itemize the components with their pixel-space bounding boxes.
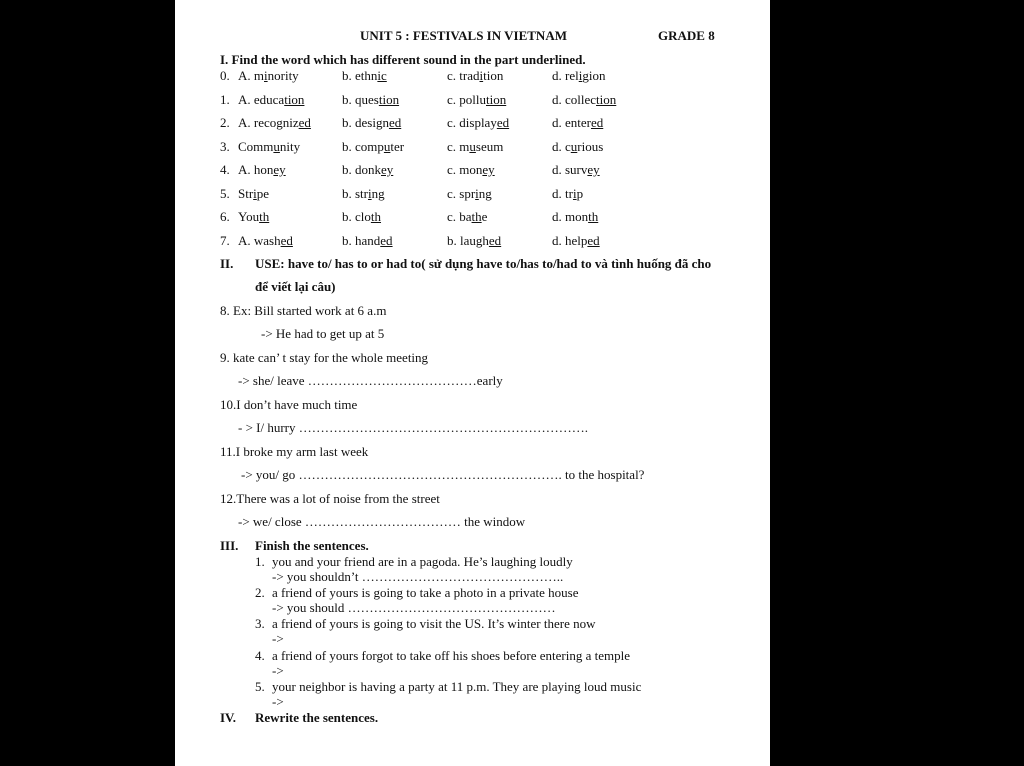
sentence-prompt: a friend of yours is going to visit the US. It’s winter there now (272, 616, 596, 631)
section-2-number: II. (220, 256, 234, 271)
question-number: 3. (220, 139, 230, 154)
answer-option: c. bathe (447, 209, 488, 224)
answer-option: A. honey (238, 162, 286, 177)
answer-option: d. trip (552, 186, 584, 201)
underlined-part: i (253, 186, 257, 201)
answer-option: A. minority (238, 68, 299, 83)
sentence-number: 4. (255, 648, 265, 663)
section-2-title-cont: để viết lại câu) (255, 279, 336, 294)
answer-option: b. handed (342, 233, 393, 248)
underlined-part: tion (378, 92, 400, 107)
answer-option: b. designed (342, 115, 402, 130)
exercise-line: - > I/ hurry …………………………………………………………. (238, 420, 589, 435)
sentence-number: 5. (255, 679, 265, 694)
exercise-line: 8. Ex: Bill started work at 6 a.m (220, 303, 387, 318)
underlined-part: u (273, 139, 280, 154)
underlined-part: ey (587, 162, 600, 177)
question-number: 6. (220, 209, 230, 224)
underlined-part: ed (298, 115, 311, 130)
underlined-part: th (370, 209, 382, 224)
answer-option: b. donkey (342, 162, 394, 177)
exercise-line: -> you/ go ……………………………………………………. to the hospital? (241, 467, 645, 482)
sentence-prompt: a friend of yours forgot to take off his shoes before entering a temple (272, 648, 630, 663)
sentence-prompt: a friend of yours is going to take a photo in a private house (272, 585, 579, 600)
answer-option: A. washed (238, 233, 293, 248)
answer-option: d. helped (552, 233, 600, 248)
answer-option: d. collection (552, 92, 617, 107)
underlined-part: i (572, 186, 577, 201)
answer-option: b. ethnic (342, 68, 387, 83)
answer-option: d. survey (552, 162, 600, 177)
answer-option: A. recognized (238, 115, 311, 130)
underlined-part: th (471, 209, 482, 224)
answer-option: c. displayed (447, 115, 510, 130)
answer-option: b. string (342, 186, 385, 201)
answer-option: d. curious (552, 139, 604, 154)
exercise-line: -> He had to get up at 5 (261, 326, 385, 341)
underlined-part: ed (380, 233, 393, 248)
exercise-line: 12.There was a lot of noise from the street (220, 491, 440, 506)
underlined-part: tion (596, 92, 617, 107)
exercise-line: -> she/ leave …………………………………early (238, 373, 503, 388)
underlined-part: i (264, 68, 268, 83)
underlined-part: u (383, 139, 391, 154)
unit-title: UNIT 5 : FESTIVALS IN VIETNAM (360, 28, 567, 43)
sentence-answer-line: -> (272, 694, 284, 709)
underlined-part: i (368, 186, 372, 201)
answer-option: d. entered (552, 115, 604, 130)
answer-option: Stripe (238, 186, 270, 201)
underlined-part: th (259, 209, 270, 224)
underlined-part: ic (377, 68, 387, 83)
question-number: 5. (220, 186, 230, 201)
underlined-part: ed (280, 233, 293, 248)
answer-option: c. museum (447, 139, 504, 154)
answer-option: c. money (447, 162, 495, 177)
underlined-part: th (588, 209, 599, 224)
worksheet-page (175, 0, 770, 766)
underlined-part: ey (273, 162, 286, 177)
question-number: 7. (220, 233, 230, 248)
answer-option: c. tradition (447, 68, 504, 83)
answer-option: Community (238, 139, 301, 154)
underlined-part: i (475, 186, 479, 201)
underlined-part: ed (587, 233, 600, 248)
section-4-title: Rewrite the sentences. (255, 710, 379, 725)
underlined-part: ed (590, 115, 604, 130)
answer-option: b. cloth (342, 209, 382, 224)
underlined-part: u (570, 139, 578, 154)
exercise-line: 11.I broke my arm last week (220, 444, 369, 459)
question-number: 4. (220, 162, 230, 177)
exercise-line: -> we/ close ……………………………… the window (238, 514, 526, 529)
underlined-part: ed (488, 233, 502, 248)
answer-option: c. pollution (447, 92, 507, 107)
answer-option: A. education (238, 92, 305, 107)
sentence-number: 3. (255, 616, 265, 631)
question-number: 1. (220, 92, 230, 107)
underlined-part: ey (482, 162, 495, 177)
underlined-part: ed (388, 115, 402, 130)
underlined-part: ey (381, 162, 394, 177)
sentence-answer-line: -> (272, 631, 284, 646)
exercise-line: 10.I don’t have much time (220, 397, 358, 412)
answer-option: c. spring (447, 186, 492, 201)
section-2-title: USE: have to/ has to or had to( sử dụng have to/has to/had to và tình huống đã cho (255, 256, 712, 271)
answer-option: d. month (552, 209, 599, 224)
answer-option: b. computer (342, 139, 405, 154)
question-number: 0. (220, 68, 230, 83)
underlined-part: tion (284, 92, 305, 107)
section-3-number: III. (220, 538, 239, 553)
answer-option: b. laughed (447, 233, 502, 248)
answer-option: b. question (342, 92, 400, 107)
sentence-number: 2. (255, 585, 265, 600)
sentence-answer-line: -> (272, 663, 284, 678)
sentence-answer-line: -> you should ………………………………………… (272, 600, 556, 615)
section-3-title: Finish the sentences. (255, 538, 369, 553)
section-1-title: I. Find the word which has different sound in the part underlined. (220, 52, 586, 67)
answer-option: Youth (238, 209, 270, 224)
sentence-prompt: your neighbor is having a party at 11 p.m. They are playing loud music (272, 679, 642, 694)
underlined-part: tion (486, 92, 507, 107)
underlined-part: i (578, 68, 583, 83)
section-4-number: IV. (220, 710, 237, 725)
underlined-part: i (479, 68, 484, 83)
underlined-part: u (469, 139, 476, 154)
question-number: 2. (220, 115, 230, 130)
underlined-part: ed (496, 115, 510, 130)
exercise-line: 9. kate can’ t stay for the whole meeting (220, 350, 429, 365)
sentence-answer-line: -> you shouldn’t ……………………………………….. (272, 569, 564, 584)
grade-label: GRADE 8 (658, 28, 715, 43)
sentence-number: 1. (255, 554, 265, 569)
answer-option: d. religion (552, 68, 606, 83)
sentence-prompt: you and your friend are in a pagoda. He’s laughing loudly (272, 554, 573, 569)
